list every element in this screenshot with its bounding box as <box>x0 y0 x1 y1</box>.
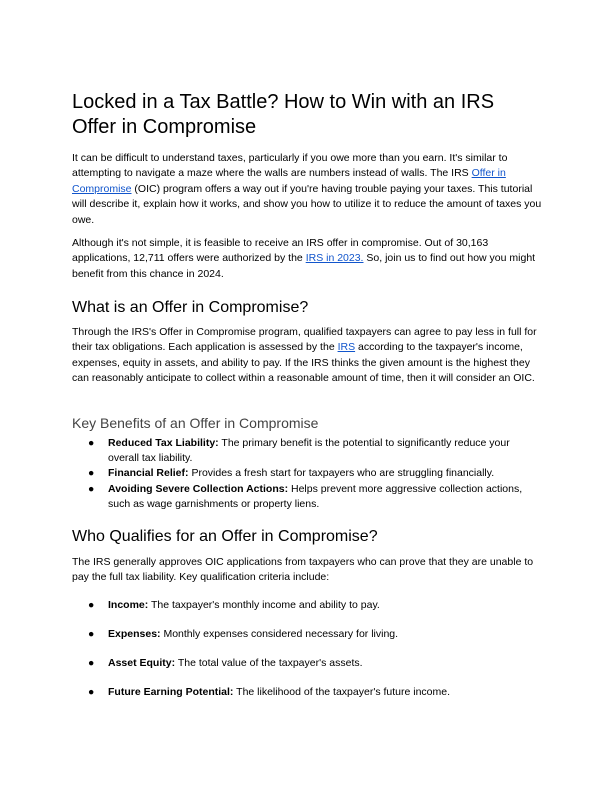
irs-link[interactable]: IRS <box>337 341 356 354</box>
irs-2023-link[interactable]: IRS in 2023. <box>305 252 364 265</box>
list-item: ● Asset Equity: The total value of the taxpayer's assets. <box>72 656 542 671</box>
bullet-icon: ● <box>88 467 95 480</box>
bullet-icon: ● <box>88 628 95 640</box>
bullet-icon: ● <box>88 437 95 449</box>
section-heading-what-is-oic: What is an Offer in Compromise? <box>72 299 309 316</box>
subheading-key-benefits: Key Benefits of an Offer in Compromise <box>72 415 319 431</box>
intro-paragraph-1: It can be difficult to understand taxes, particularly if you owe more than you earn. It's similar to attempting to navigate a maze where the walls are numbers instead of walls. The IRS Offer in Compromise (OIC) program offers a way out if you're having trouble paying your taxes. This tutorial will describe it, explain how it works, and show you how to utilize it to reduce the amount of taxes you owe. <box>72 152 542 226</box>
offer-in-compromise-link[interactable]: Offer in Compromise <box>72 167 506 195</box>
bullet-icon: ● <box>88 599 95 611</box>
bullet-icon: ● <box>88 482 95 495</box>
intro-paragraph-2: Although it's not simple, it is feasible to receive an IRS offer in compromise. Out of 30,163 applications, 12,711 offers were authorized by the IRS in 2023. So, join us to find out how you might benefit from this chance in 2024. <box>72 237 536 280</box>
bullet-icon: ● <box>88 657 95 669</box>
list-item: ● Expenses: Monthly expenses considered necessary for living. <box>72 627 542 642</box>
list-item: ● Financial Relief: Provides a fresh start for taxpayers who are struggling financially. <box>72 466 542 481</box>
list-item: ● Reduced Tax Liability: The primary benefit is the potential to significantly reduce your overall tax liability. <box>88 437 510 465</box>
what-is-oic-paragraph: Through the IRS's Offer in Compromise program, qualified taxpayers can agree to pay less in full for their tax obligations. Each application is assessed by the IRS according to the taxpayer's income, expenses, equity in assets, and ability to pay. If the IRS thinks the given amount is the highest they can reasonably anticipate to collect within a reasonable amount of time, then it will consider an OIC. <box>72 326 537 385</box>
document-title: Locked in a Tax Battle? How to Win with an IRS Offer in Compromise <box>72 91 495 138</box>
bullet-icon: ● <box>88 686 95 698</box>
list-item: ● Income: The taxpayer's monthly income and ability to pay. <box>72 598 542 613</box>
who-qualifies-paragraph: The IRS generally approves OIC applications from taxpayers who can prove that they are unable to pay the full tax liability. Key qualification criteria include: <box>72 556 534 584</box>
list-item: ● Future Earning Potential: The likelihood of the taxpayer's future income. <box>72 685 542 700</box>
list-item: ● Avoiding Severe Collection Actions: Helps prevent more aggressive collection actions, such as wage garnishments or property liens. <box>88 482 523 510</box>
section-heading-who-qualifies: Who Qualifies for an Offer in Compromise? <box>72 528 378 545</box>
criteria-list <box>72 598 542 714</box>
benefits-list <box>72 436 542 512</box>
